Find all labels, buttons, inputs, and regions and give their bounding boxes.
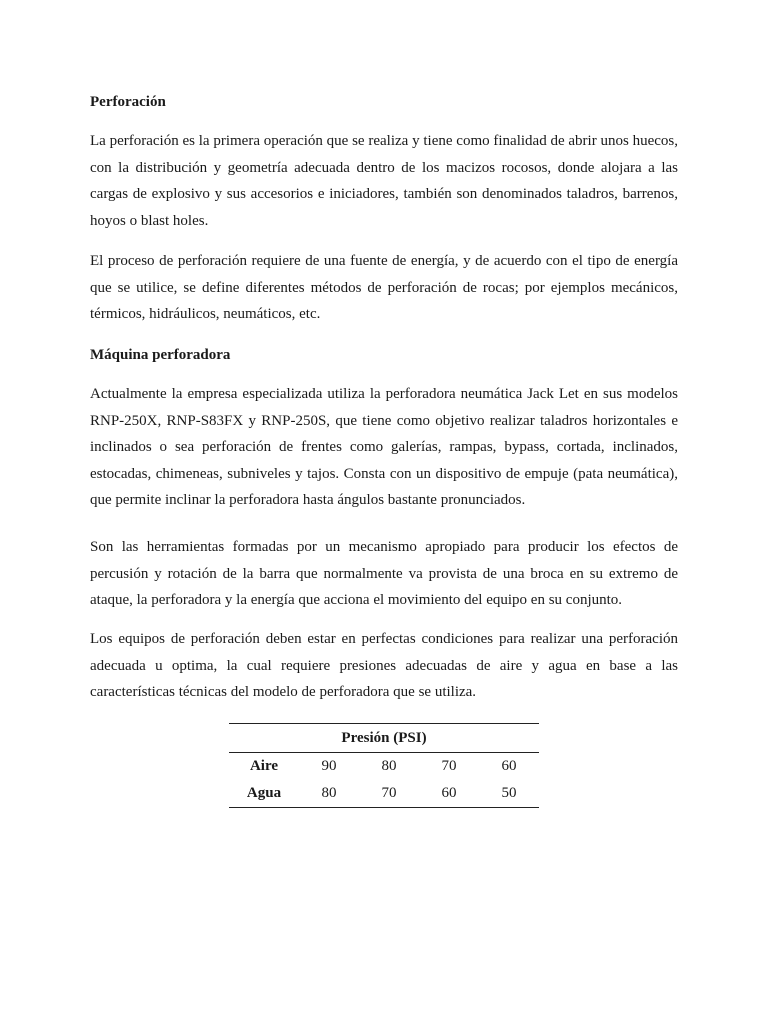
pressure-table [229, 723, 539, 808]
table-row [229, 780, 539, 808]
section-heading-perforacion: Perforación [90, 94, 166, 110]
table-header: Presión (PSI) [229, 724, 539, 753]
table-header-row [229, 724, 539, 753]
row-label: Agua [229, 780, 299, 808]
paragraph-1: La perforación es la primera operación que se realiza y tiene como finalidad de abrir unos huecos, con la distribución y geometría adecuada dentro de los macizos rocosos, donde alojara a las cargas de explosivo y sus accesorios e iniciadores, también son denominados taladros, barrenos, hoyos o blast holes. [90, 133, 678, 229]
table-cell: 70 [359, 780, 419, 808]
paragraph-5: Los equipos de perforación deben estar en perfectas condiciones para realizar una perforación adecuada u optima, la cual requiere presiones adecuadas de aire y agua en base a las características técnicas del modelo de perforadora que se utiliza. [90, 631, 678, 700]
table-cell: 90 [321, 758, 337, 774]
paragraph-3: Actualmente la empresa especializada utiliza la perforadora neumática Jack Let en sus modelos RNP-250X, RNP-S83FX y RNP-250S, que tiene como objetivo realizar taladros horizontales e inclinados o sea perforación de frentes como galerías, rampas, bypass, cortada, inclinados, estocadas, chimeneas, subniveles y tajos. Consta con un dispositivo de empuje (pata neumática), que permite inclinar la perforadora hasta ángulos bastante pronunciados. [90, 386, 678, 508]
table-cell: 60 [501, 758, 517, 774]
paragraph-2: El proceso de perforación requiere de una fuente de energía, y de acuerdo con el tipo de energía que se utilice, se define diferentes métodos de perforación de rocas; por ejemplos mecánicos, térmicos, hidráulicos, neumáticos, etc. [90, 253, 678, 322]
paragraph-4: Son las herramientas formadas por un mecanismo apropiado para producir los efectos de percusión y rotación de la barra que normalmente va provista de una broca en su extremo de ataque, la perforadora y la energía que acciona el movimiento del equipo en su conjunto. [90, 539, 678, 608]
section-heading-maquina-perforadora: Máquina perforadora [90, 347, 231, 363]
table-cell: 80 [381, 758, 397, 774]
pressure-table-wrapper [229, 723, 539, 808]
table-cell: 50 [479, 780, 539, 808]
table-cell: 80 [299, 780, 359, 808]
table-row [229, 753, 539, 781]
table-cell: 70 [441, 758, 457, 774]
row-label: Aire [249, 758, 279, 774]
table-cell: 60 [419, 780, 479, 808]
